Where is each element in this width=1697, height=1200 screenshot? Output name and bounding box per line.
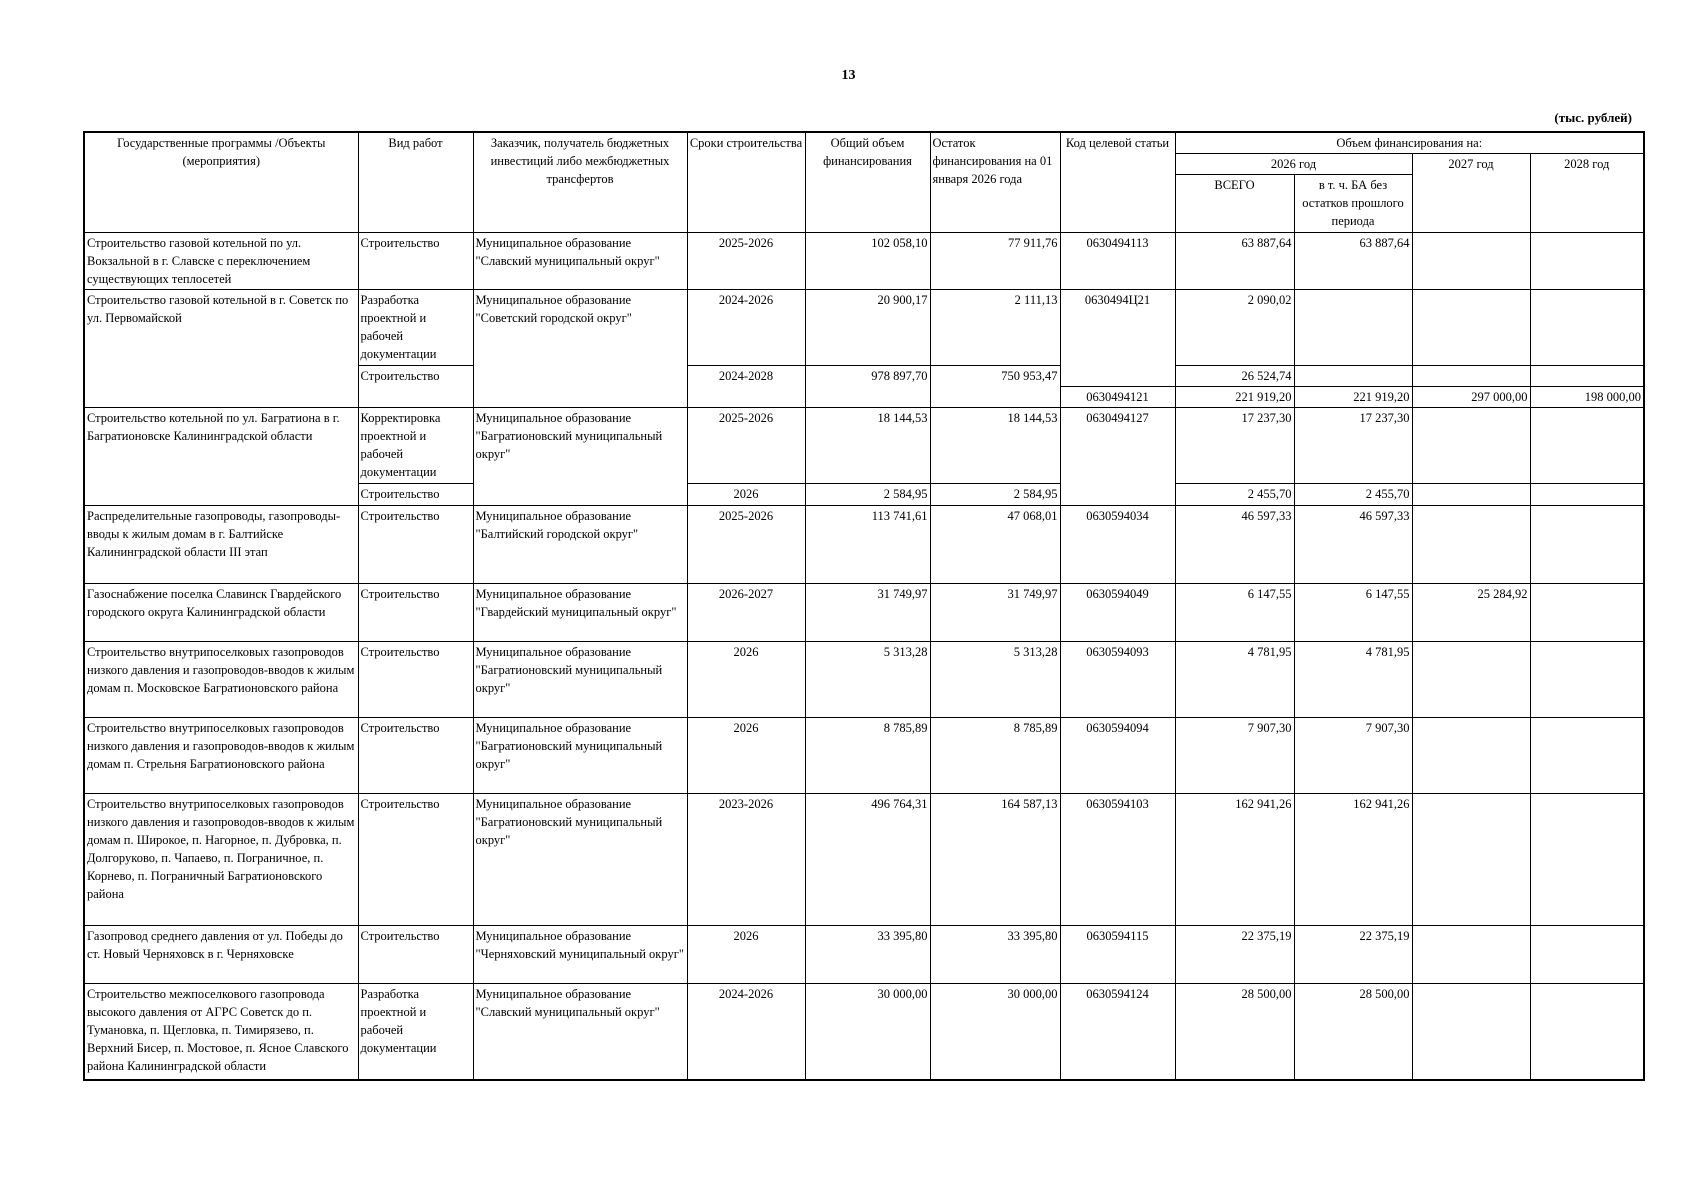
cell-all: 46 597,33 (1175, 506, 1294, 584)
cell-ba: 22 375,19 (1294, 926, 1412, 984)
cell-ba: 28 500,00 (1294, 984, 1412, 1080)
cell-2028 (1530, 366, 1644, 387)
cell-code: 0630594103 (1060, 794, 1175, 926)
cell-2028 (1530, 642, 1644, 718)
cell-customer: Муниципальное образование "Славский муниципальный округ" (473, 233, 687, 290)
cell-2027 (1412, 642, 1530, 718)
table-row (84, 233, 1644, 290)
cell-2028 (1530, 984, 1644, 1080)
cell-2027: 297 000,00 (1412, 387, 1530, 408)
cell-2027 (1412, 718, 1530, 794)
cell-2028 (1530, 794, 1644, 926)
cell-work: Строительство (358, 794, 473, 926)
cell-terms: 2026 (687, 718, 805, 794)
header-volume: Объем финансирования на: (1175, 132, 1644, 154)
cell-ba: 2 455,70 (1294, 484, 1412, 506)
cell-2027 (1412, 926, 1530, 984)
cell-code: 0630594115 (1060, 926, 1175, 984)
cell-remainder: 30 000,00 (930, 984, 1060, 1080)
table-row (84, 506, 1644, 584)
cell-program: Строительство межпоселкового газопровода высокого давления от АГРС Советск до п. Тумановка, п. Щегловка, п. Тимирязево, п. Верхний Бисер, п. Мостовое, п. Ясное Славского района Калининградской области (84, 984, 358, 1080)
cell-customer: Муниципальное образование "Черняховский муниципальный округ" (473, 926, 687, 984)
cell-total: 102 058,10 (805, 233, 930, 290)
cell-work: Разработка проектной и рабочей документации (358, 290, 473, 366)
cell-total: 33 395,80 (805, 926, 930, 984)
cell-2028 (1530, 506, 1644, 584)
cell-2027: 25 284,92 (1412, 584, 1530, 642)
cell-all: 7 907,30 (1175, 718, 1294, 794)
cell-program: Газопровод среднего давления от ул. Победы до ст. Новый Черняховск в г. Черняховске (84, 926, 358, 984)
page-number: 13 (841, 68, 856, 83)
cell-code: 0630494Ц21 (1060, 290, 1175, 387)
cell-2028 (1530, 718, 1644, 794)
cell-program: Строительство внутрипоселковых газопроводов низкого давления и газопроводов-вводов к жилым домам п. Широкое, п. Нагорное, п. Дубровка, п. Долгоруково, п. Чапаево, п. Пограничное, п. Корнево, п. Пограничный Багратионовского района (84, 794, 358, 926)
cell-code: 0630594049 (1060, 584, 1175, 642)
table-row (84, 408, 1644, 484)
cell-program: Строительство газовой котельной в г. Советск по ул. Первомайской (84, 290, 358, 408)
table-row (84, 290, 1644, 366)
cell-program: Газоснабжение поселка Славинск Гвардейского городского округа Калининградской области (84, 584, 358, 642)
cell-terms: 2024-2026 (687, 984, 805, 1080)
cell-2028 (1530, 484, 1644, 506)
table-row (84, 584, 1644, 642)
header-program: Государственные программы /Объекты (мероприятия) (84, 132, 358, 233)
cell-all: 221 919,20 (1175, 387, 1294, 408)
cell-program: Строительство газовой котельной по ул. Вокзальной в г. Славске с переключением существующих теплосетей (84, 233, 358, 290)
cell-program: Строительство внутрипоселковых газопроводов низкого давления и газопроводов-вводов к жилым домам п. Московское Багратионовского района (84, 642, 358, 718)
cell-total: 496 764,31 (805, 794, 930, 926)
cell-remainder: 750 953,47 (930, 366, 1060, 408)
cell-2027 (1412, 484, 1530, 506)
cell-work: Разработка проектной и рабочей документации (358, 984, 473, 1080)
cell-2028 (1530, 233, 1644, 290)
cell-total: 8 785,89 (805, 718, 930, 794)
cell-remainder: 33 395,80 (930, 926, 1060, 984)
cell-2028: 198 000,00 (1530, 387, 1644, 408)
cell-work: Строительство (358, 642, 473, 718)
cell-all: 6 147,55 (1175, 584, 1294, 642)
table-row (84, 718, 1644, 794)
cell-customer: Муниципальное образование "Багратионовский муниципальный округ" (473, 718, 687, 794)
cell-terms: 2024-2028 (687, 366, 805, 408)
cell-remainder: 5 313,28 (930, 642, 1060, 718)
cell-customer: Муниципальное образование "Багратионовский муниципальный округ" (473, 794, 687, 926)
cell-work: Строительство (358, 718, 473, 794)
cell-2028 (1530, 926, 1644, 984)
financing-table (83, 131, 1645, 1081)
table-row (84, 794, 1644, 926)
cell-all: 4 781,95 (1175, 642, 1294, 718)
cell-terms: 2026 (687, 484, 805, 506)
cell-2028 (1530, 408, 1644, 484)
cell-program: Строительство внутрипоселковых газопроводов низкого давления и газопроводов-вводов к жилым домам п. Стрельня Багратионовского района (84, 718, 358, 794)
cell-remainder: 18 144,53 (930, 408, 1060, 484)
cell-work: Строительство (358, 926, 473, 984)
cell-program: Распределительные газопроводы, газопроводы-вводы к жилым домам в г. Балтийске Калининградской области III этап (84, 506, 358, 584)
cell-ba: 4 781,95 (1294, 642, 1412, 718)
cell-all: 26 524,74 (1175, 366, 1294, 387)
table-row (84, 984, 1644, 1080)
cell-2027 (1412, 984, 1530, 1080)
cell-customer: Муниципальное образование "Балтийский городской округ" (473, 506, 687, 584)
cell-terms: 2026-2027 (687, 584, 805, 642)
table-row (84, 926, 1644, 984)
cell-terms: 2025-2026 (687, 408, 805, 484)
cell-terms: 2026 (687, 926, 805, 984)
cell-all: 162 941,26 (1175, 794, 1294, 926)
cell-code: 0630494113 (1060, 233, 1175, 290)
cell-code: 0630594124 (1060, 984, 1175, 1080)
cell-total: 20 900,17 (805, 290, 930, 366)
cell-ba (1294, 290, 1412, 366)
cell-remainder: 164 587,13 (930, 794, 1060, 926)
cell-work: Строительство (358, 484, 473, 506)
cell-2027 (1412, 408, 1530, 484)
cell-total: 30 000,00 (805, 984, 930, 1080)
cell-all: 2 090,02 (1175, 290, 1294, 366)
cell-total: 978 897,70 (805, 366, 930, 408)
cell-work: Строительство (358, 506, 473, 584)
header-code: Код целевой статьи (1060, 132, 1175, 233)
cell-all: 17 237,30 (1175, 408, 1294, 484)
cell-ba: 7 907,30 (1294, 718, 1412, 794)
cell-total: 31 749,97 (805, 584, 930, 642)
cell-program: Строительство котельной по ул. Багратиона в г. Багратионовске Калининградской области (84, 408, 358, 506)
cell-work: Строительство (358, 233, 473, 290)
cell-all: 2 455,70 (1175, 484, 1294, 506)
units-label: (тыс. рублей) (1554, 110, 1632, 125)
cell-2027 (1412, 794, 1530, 926)
cell-customer: Муниципальное образование "Багратионовский муниципальный округ" (473, 408, 687, 506)
cell-remainder: 47 068,01 (930, 506, 1060, 584)
cell-customer: Муниципальное образование "Гвардейский муниципальный округ" (473, 584, 687, 642)
cell-ba: 6 147,55 (1294, 584, 1412, 642)
cell-total: 113 741,61 (805, 506, 930, 584)
cell-2028 (1530, 290, 1644, 366)
cell-remainder: 2 111,13 (930, 290, 1060, 366)
cell-all: 28 500,00 (1175, 984, 1294, 1080)
cell-total: 5 313,28 (805, 642, 930, 718)
cell-terms: 2025-2026 (687, 233, 805, 290)
header-2028: 2028 год (1530, 154, 1644, 233)
cell-ba: 162 941,26 (1294, 794, 1412, 926)
cell-ba: 17 237,30 (1294, 408, 1412, 484)
table-row (84, 642, 1644, 718)
cell-customer: Муниципальное образование "Багратионовский муниципальный округ" (473, 642, 687, 718)
cell-terms: 2026 (687, 642, 805, 718)
header-total: Общий объем финансирования (805, 132, 930, 233)
header-work: Вид работ (358, 132, 473, 233)
cell-total: 2 584,95 (805, 484, 930, 506)
cell-customer: Муниципальное образование "Славский муниципальный округ" (473, 984, 687, 1080)
cell-2027 (1412, 506, 1530, 584)
cell-remainder: 8 785,89 (930, 718, 1060, 794)
cell-ba: 46 597,33 (1294, 506, 1412, 584)
cell-work: Корректировка проектной и рабочей документации (358, 408, 473, 484)
cell-code: 0630494127 (1060, 408, 1175, 506)
cell-2027 (1412, 233, 1530, 290)
header-2027: 2027 год (1412, 154, 1530, 233)
cell-terms: 2023-2026 (687, 794, 805, 926)
cell-ba: 63 887,64 (1294, 233, 1412, 290)
cell-code: 0630594094 (1060, 718, 1175, 794)
header-ba: в т. ч. БА без остатков прошлого периода (1294, 175, 1412, 233)
cell-all: 22 375,19 (1175, 926, 1294, 984)
cell-remainder: 77 911,76 (930, 233, 1060, 290)
cell-code: 0630494121 (1060, 387, 1175, 408)
cell-ba: 221 919,20 (1294, 387, 1412, 408)
cell-code: 0630594093 (1060, 642, 1175, 718)
cell-remainder: 2 584,95 (930, 484, 1060, 506)
header-terms: Сроки строительства (687, 132, 805, 233)
cell-terms: 2025-2026 (687, 506, 805, 584)
header-customer: Заказчик, получатель бюджетных инвестиций либо межбюджетных трансфертов (473, 132, 687, 233)
header-remainder: Остаток финансирования на 01 января 2026 года (930, 132, 1060, 233)
cell-work: Строительство (358, 584, 473, 642)
header-2026: 2026 год (1175, 154, 1412, 175)
cell-ba (1294, 366, 1412, 387)
cell-remainder: 31 749,97 (930, 584, 1060, 642)
cell-terms: 2024-2026 (687, 290, 805, 366)
cell-total: 18 144,53 (805, 408, 930, 484)
cell-work: Строительство (358, 366, 473, 408)
cell-2028 (1530, 584, 1644, 642)
cell-all: 63 887,64 (1175, 233, 1294, 290)
cell-2027 (1412, 290, 1530, 366)
cell-2027 (1412, 366, 1530, 387)
cell-code: 0630594034 (1060, 506, 1175, 584)
cell-customer: Муниципальное образование "Советский городской округ" (473, 290, 687, 408)
header-all: ВСЕГО (1175, 175, 1294, 233)
